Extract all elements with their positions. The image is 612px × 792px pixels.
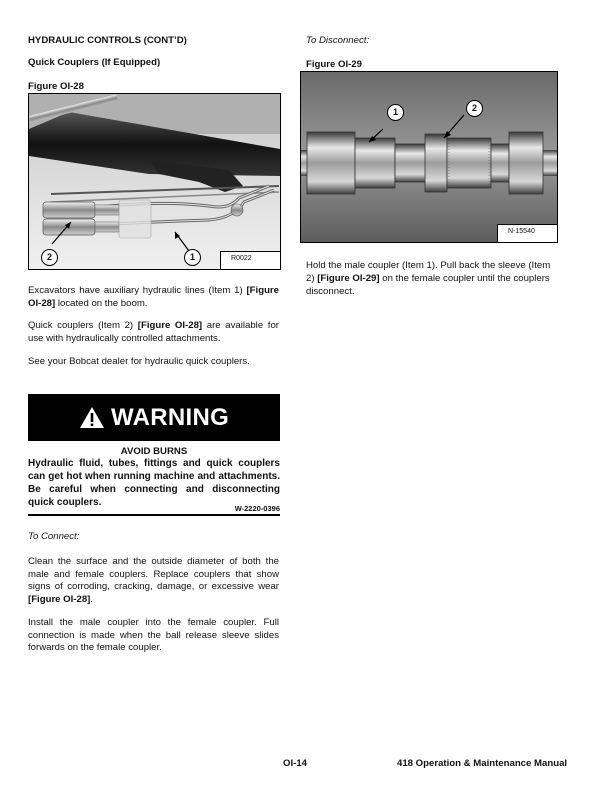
warning-banner — [28, 394, 280, 441]
manual-title: 418 Operation & Maintenance Manual — [397, 758, 568, 769]
warning-triangle-icon — [79, 406, 105, 429]
figure-ref: [Figure OI-28] — [28, 285, 279, 309]
to-disconnect-heading: To Disconnect: — [306, 35, 370, 46]
figure-oi-29-code: N-15540 — [497, 224, 557, 242]
warning-bottom-rule — [28, 514, 280, 516]
figure-ref: [Figure OI-28] — [137, 320, 203, 331]
figure-oi-28-label: Figure OI-28 — [28, 81, 84, 92]
page-number: OI-14 — [283, 758, 307, 769]
figure-oi-29-callout-1: 1 — [387, 104, 404, 121]
boom-couplers-illustration — [29, 94, 280, 269]
paragraph-clean-surface: Clean the surface and the outside diameter of both the male and female couplers. Replace couplers that show signs of corroding, cracking, damage, or excessive wear [Figure OI-28]. — [28, 556, 279, 605]
paragraph-hold-male-coupler: Hold the male coupler (Item 1). Pull back the sleeve (Item 2) [Figure OI-29] on the female coupler until the couplers disconnect. — [306, 260, 551, 297]
warning-title: WARNING — [110, 403, 230, 431]
figure-oi-29-photo — [300, 71, 558, 243]
subsection-title: Quick Couplers (If Equipped) — [28, 57, 161, 68]
figure-oi-29-callout-2: 2 — [466, 100, 483, 117]
warning-body: Hydraulic fluid, tubes, fittings and quick couplers can get hot when running machine and attachments. Be careful when connecting and disconnecting quick couplers. — [28, 458, 280, 508]
figure-ref: [Figure OI-29] — [317, 272, 380, 284]
figure-oi-28-callout-2: 2 — [41, 249, 58, 266]
paragraph-auxiliary-lines: Excavators have auxiliary hydraulic lines (Item 1) [Figure OI-28] located on the boom. — [28, 285, 279, 309]
coupler-pair-illustration — [301, 72, 557, 242]
figure-ref: [Figure OI-28] — [28, 593, 91, 605]
section-title: HYDRAULIC CONTROLS (CONT’D) — [28, 35, 187, 46]
paragraph-quick-couplers: Quick couplers (Item 2) [Figure OI-28] are available for use with hydraulically controlled attachments. — [28, 320, 279, 344]
to-connect-heading: To Connect: — [28, 531, 80, 542]
paragraph-install-coupler: Install the male coupler into the female coupler. Full connection is made when the ball release sleeve slides forwards on the female coupler. — [28, 617, 279, 654]
figure-oi-28-callout-1: 1 — [184, 249, 201, 266]
paragraph-dealer: See your Bobcat dealer for hydraulic quick couplers. — [28, 356, 250, 367]
figure-oi-29-label: Figure OI-29 — [306, 59, 362, 70]
warning-heading: AVOID BURNS — [120, 446, 188, 457]
figure-oi-28-photo — [28, 93, 281, 270]
warning-code: W-2220-0396 — [234, 504, 280, 513]
figure-oi-28-code: R0022 — [220, 251, 280, 269]
